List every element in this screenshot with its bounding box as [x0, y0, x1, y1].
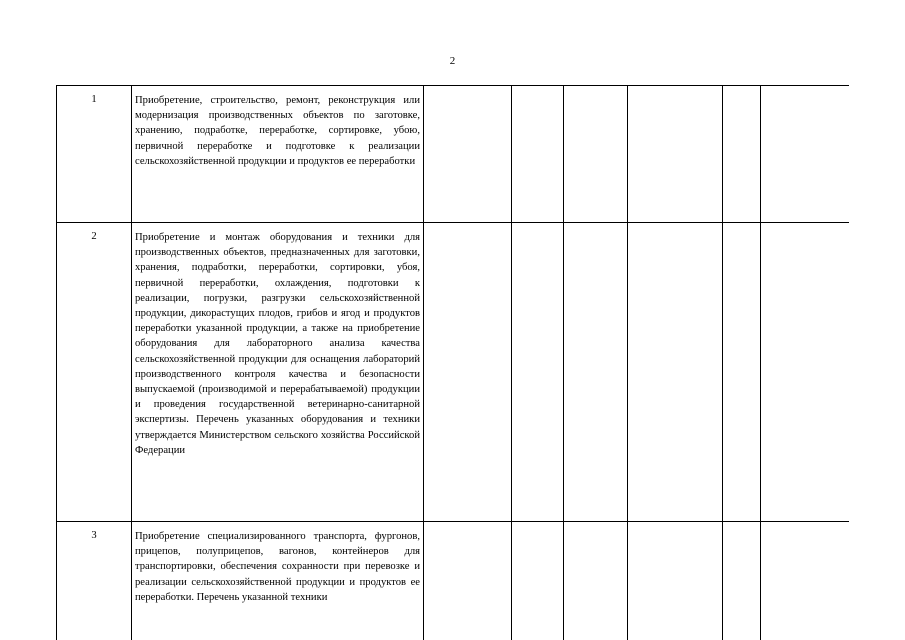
empty-cell: [761, 223, 850, 522]
empty-cell: [512, 522, 564, 640]
row-description-cell: Приобретение и монтаж оборудования и техники для производственных объектов, предназначенных для заготовки, хранения, подработки, переработки, сортировки, убоя, первичной переработки, охлаждения, подготовки к реализации, погрузки, разгрузки сельскохозяйственной продукции, дикорастущих плодов, грибов и ягод и продуктов переработки указанной продукции, а также на приобретение оборудования для лабораторного анализа качества сельскохозяйственной продукции для оснащения лабораторий производственного контроля качества и безопасности выпускаемой (производимой и перерабатываемой) продукции и проведения государственной ветеринарно-санитарной экспертизы. Перечень указанных оборудования и техники утверждается Министерством сельского хозяйства Российской Федерации: [132, 223, 424, 522]
page-number: 2: [449, 55, 456, 67]
empty-cell: [564, 522, 628, 640]
empty-cell: [512, 86, 564, 223]
empty-cell: [723, 86, 761, 223]
empty-cell: [424, 522, 512, 640]
table-row: [57, 522, 850, 640]
empty-cell: [761, 86, 850, 223]
empty-cell: [723, 522, 761, 640]
empty-cell: [564, 86, 628, 223]
empty-cell: [424, 223, 512, 522]
empty-cell: [628, 223, 723, 522]
row-description-cell: Приобретение специализированного транспорта, фургонов, прицепов, полуприцепов, вагонов, контейнеров для транспортировки, обеспечения сохранности при перевозке и реализации сельскохозяйственной продукции и продуктов ее переработки. Перечень указанной техники: [132, 522, 424, 640]
empty-cell: [628, 86, 723, 223]
empty-cell: [512, 223, 564, 522]
empty-cell: [723, 223, 761, 522]
empty-cell: [564, 223, 628, 522]
empty-cell: [628, 522, 723, 640]
empty-cell: [761, 522, 850, 640]
table-row: [57, 223, 850, 522]
row-number-cell: 3: [57, 522, 132, 640]
row-description-cell: Приобретение, строительство, ремонт, реконструкция или модернизация производственных объектов по заготовке, хранению, подработке, переработке, сортировке, убою, первичной переработке и подготовке к реализации сельскохозяйственной продукции и продуктов ее переработки: [132, 86, 424, 223]
row-number-cell: 1: [57, 86, 132, 223]
row-number-cell: 2: [57, 223, 132, 522]
document-table-container: [56, 85, 849, 640]
table-row: [57, 86, 850, 223]
document-table: [56, 85, 849, 640]
empty-cell: [424, 86, 512, 223]
